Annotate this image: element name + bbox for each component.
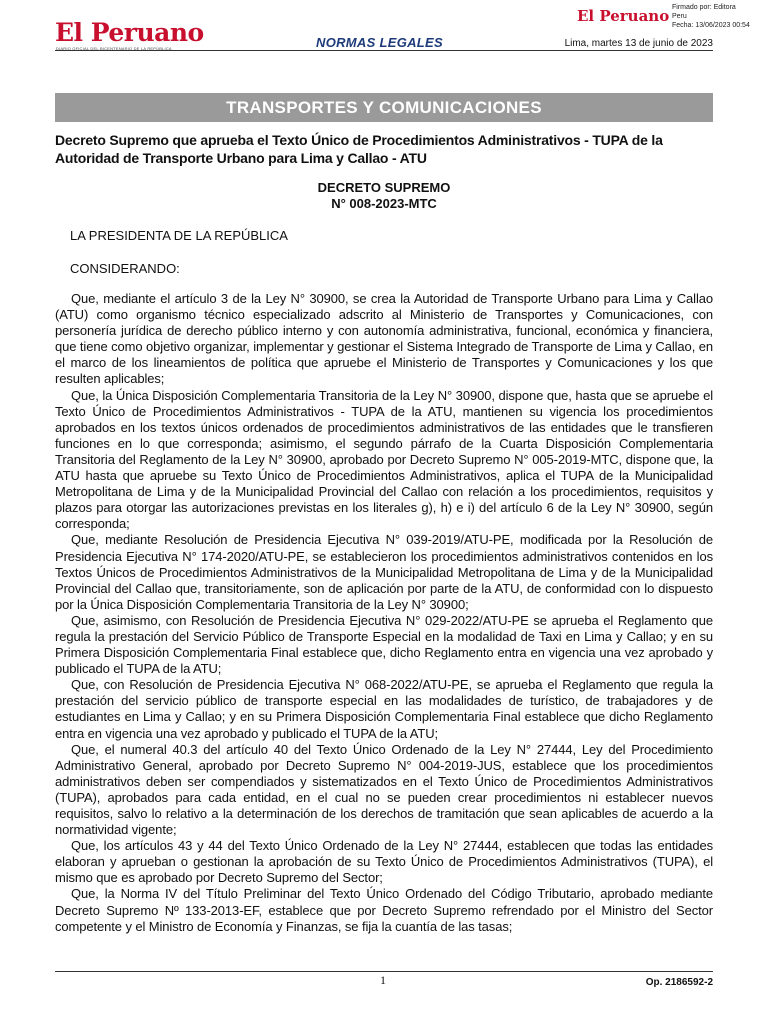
footer-divider xyxy=(55,971,713,972)
signature-details xyxy=(672,3,768,30)
ministry-banner: TRANSPORTES Y COMUNICACIONES xyxy=(55,93,713,122)
newspaper-logo: El Peruano xyxy=(55,18,204,47)
paragraph: Que, la Norma IV del Título Preliminar del Texto Único Ordenado del Código Tributario, aprobado mediante Decreto Supremo Nº 133-2013-EF, establece que por Decreto Supremo refrendado por el Ministro del Sector competente y el Ministro de Economía y Finanzas, se fija la cuantía de las tasas; xyxy=(55,886,713,934)
signature-date: Fecha: 13/06/2023 00:54 xyxy=(672,22,750,29)
considering-heading: CONSIDERANDO: xyxy=(70,261,180,276)
signature-signer: Firmado por: Editora xyxy=(672,4,736,11)
paragraph: Que, la Única Disposición Complementaria Transitoria de la Ley N° 30900, dispone que, hasta que se apruebe el Texto Único de Procedimientos Administrativos - TUPA de la ATU, mantienen su vigencia los procedimientos aprobados en los textos únicos ordenados de procedimientos administrativos de las entidades que le transfieren funciones en lo que corresponda; asimismo, el segundo párrafo de la Cuarta Disposición Complementaria Transitoria del Reglamento de la Ley N° 30900, aprobado por Decreto Supremo N° 005-2019-MTC, dispone que, la ATU hasta que apruebe su Texto Único de Procedimientos Administrativos, aplica el TUPA de la Municipalidad Metropolitana de Lima y de la Municipalidad Provincial del Callao con relación a los procedimientos, requisitos y plazos para otorgar las autorizaciones previstas en los literales g), h) e i) del artículo 6 de la Ley N° 30900, según corresponda; xyxy=(55,387,713,532)
paragraph: Que, los artículos 43 y 44 del Texto Único Ordenado de la Ley N° 27444, establecen que todas las entidades elaboran y aprueban o gestionan la aprobación de su Texto Único de Procedimientos Administrativos (TUPA), el mismo que es aprobado por Decreto Supremo del Sector; xyxy=(55,838,713,886)
publication-date: Lima, martes 13 de junio de 2023 xyxy=(564,38,713,49)
issuer-line: LA PRESIDENTA DE LA REPÚBLICA xyxy=(70,228,288,243)
newspaper-tagline: DIARIO OFICIAL DEL BICENTENARIO DE LA REPÚBLICA xyxy=(56,46,172,51)
paragraph: Que, con Resolución de Presidencia Ejecutiva N° 068-2022/ATU-PE, se aprueba el Reglamento que regula la prestación del servicio público de transporte especial en las modalidades de turístico, de trabajadores y de estudiantes en Lima y Callao; y en su Primera Disposición Complementaria Final establece que dicho Reglamento entra en vigencia una vez aprobado y publicado el TUPA de la ATU; xyxy=(55,677,713,741)
paragraph: Que, mediante Resolución de Presidencia Ejecutiva N° 039-2019/ATU-PE, modificada por la Resolución de Presidencia Ejecutiva N° 174-2020/ATU-PE, se establecieron los procedimientos administrativos contenidos en los Textos Únicos de Procedimientos Administrativos de la Municipalidad Metropolitana de Lima y de la Municipalidad Provincial del Callao que, transitoriamente, son de aplicación por parte de la ATU, de conformidad con lo dispuesto por la Única Disposición Complementaria Transitoria de la Ley N° 30900; xyxy=(55,532,713,612)
decree-number: N° 008-2023-MTC xyxy=(331,196,437,211)
operation-number: Op. 2186592-2 xyxy=(645,977,713,988)
header-divider xyxy=(55,50,713,51)
signature-logo: El Peruano xyxy=(577,7,670,25)
body-text xyxy=(55,291,713,935)
signature-signer-country: Peru xyxy=(672,13,687,20)
decree-type: DECRETO SUPREMO xyxy=(317,180,451,195)
page-number: 1 xyxy=(380,973,386,987)
decree-heading xyxy=(55,180,713,212)
paragraph: Que, el numeral 40.3 del artículo 40 del Texto Único Ordenado de la Ley N° 27444, Ley del Procedimiento Administrativo General, aprobado por Decreto Supremo N° 004-2019-JUS, establece que los procedimientos administrativos deben ser compendiados y sistematizados en el Texto Único de Procedimientos Administrativos (TUPA), aprobados para cada entidad, en el cual no se pueden crear procedimientos ni establecer nuevos requisitos, salvo lo relativo a la determinación de los derechos de tramitación que sean aplicables de acuerdo a la normatividad vigente; xyxy=(55,741,713,838)
paragraph: Que, mediante el artículo 3 de la Ley N° 30900, se crea la Autoridad de Transporte Urbano para Lima y Callao (ATU) como organismo técnico especializado adscrito al Ministerio de Transportes y Comunicaciones, con personería jurídica de derecho público interno y con autonomía administrativa, funcional, económica y financiera, que tiene como objetivo organizar, implementar y gestionar el Sistema Integrado de Transporte de Lima y Callao, en el marco de los lineamientos de política que apruebe el Ministerio de Transportes y Comunicaciones y los que resulten aplicables; xyxy=(55,291,713,387)
paragraph: Que, asimismo, con Resolución de Presidencia Ejecutiva N° 029-2022/ATU-PE se aprueba el Reglamento que regula la prestación del Servicio Público de Transporte Especial en la modalidad de Taxi en Lima y Callao; y en su Primera Disposición Complementaria Final establece que, dicho Reglamento entra en vigencia una vez aprobado y publicado el TUPA de la ATU; xyxy=(55,612,713,677)
section-title: NORMAS LEGALES xyxy=(316,35,443,50)
document-title: Decreto Supremo que aprueba el Texto Único de Procedimientos Administrativos - TUPA de la Autoridad de Transporte Urbano para Lima y Callao - ATU xyxy=(55,132,663,166)
